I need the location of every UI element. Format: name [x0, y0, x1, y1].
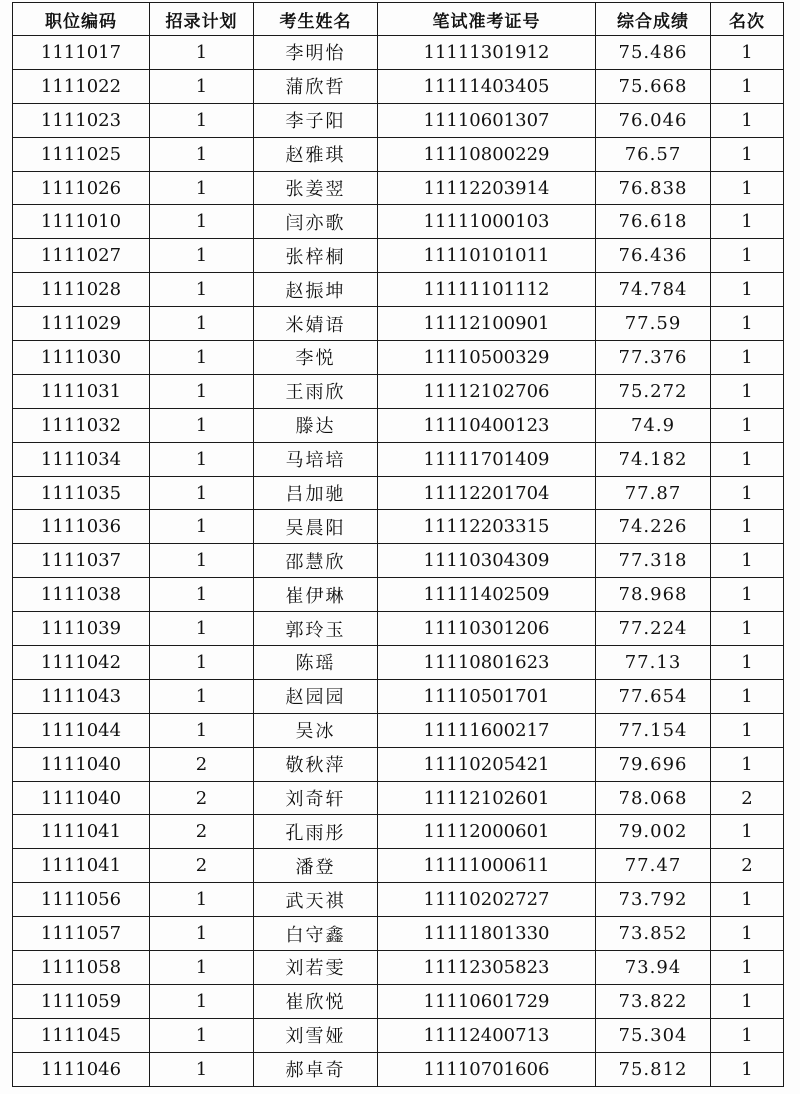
cell-position-code: 1111038 [13, 578, 150, 612]
cell-total-score: 73.94 [596, 951, 711, 985]
cell-rank: 1 [711, 273, 784, 307]
cell-exam-id: 11112102706 [378, 374, 596, 408]
cell-position-code: 1111036 [13, 510, 150, 544]
cell-total-score: 73.852 [596, 917, 711, 951]
cell-candidate-name: 赵雅琪 [254, 137, 378, 171]
cell-recruit-plan: 1 [150, 239, 254, 273]
cell-rank: 2 [711, 849, 784, 883]
cell-rank: 1 [711, 36, 784, 70]
cell-rank: 1 [711, 883, 784, 917]
cell-exam-id: 11111000611 [378, 849, 596, 883]
table-row [13, 646, 784, 680]
cell-position-code: 1111057 [13, 917, 150, 951]
header-position-code: 职位编码 [13, 3, 150, 36]
cell-exam-id: 11112203914 [378, 171, 596, 205]
cell-position-code: 1111030 [13, 341, 150, 375]
cell-position-code: 1111028 [13, 273, 150, 307]
cell-total-score: 74.9 [596, 408, 711, 442]
header-exam-id: 笔试准考证号 [378, 3, 596, 36]
cell-total-score: 76.046 [596, 103, 711, 137]
cell-candidate-name: 刘雪娅 [254, 1018, 378, 1052]
cell-candidate-name: 潘登 [254, 849, 378, 883]
table-row [13, 171, 784, 205]
cell-recruit-plan: 1 [150, 171, 254, 205]
cell-total-score: 74.182 [596, 442, 711, 476]
cell-candidate-name: 崔伊琳 [254, 578, 378, 612]
cell-recruit-plan: 1 [150, 646, 254, 680]
table-row [13, 307, 784, 341]
cell-exam-id: 11110101011 [378, 239, 596, 273]
cell-exam-id: 11111402509 [378, 578, 596, 612]
cell-recruit-plan: 2 [150, 849, 254, 883]
cell-recruit-plan: 1 [150, 476, 254, 510]
cell-recruit-plan: 1 [150, 205, 254, 239]
cell-candidate-name: 刘奇轩 [254, 781, 378, 815]
cell-exam-id: 11111701409 [378, 442, 596, 476]
cell-candidate-name: 白守鑫 [254, 917, 378, 951]
table-row [13, 578, 784, 612]
cell-position-code: 1111039 [13, 612, 150, 646]
cell-total-score: 77.376 [596, 341, 711, 375]
cell-candidate-name: 吴晨阳 [254, 510, 378, 544]
cell-exam-id: 11110301206 [378, 612, 596, 646]
cell-candidate-name: 崔欣悦 [254, 984, 378, 1018]
cell-rank: 2 [711, 781, 784, 815]
cell-rank: 1 [711, 612, 784, 646]
table-row [13, 1052, 784, 1086]
cell-candidate-name: 蒲欣哲 [254, 69, 378, 103]
table-row [13, 103, 784, 137]
cell-exam-id: 11112305823 [378, 951, 596, 985]
cell-position-code: 1111041 [13, 849, 150, 883]
table-row [13, 408, 784, 442]
cell-rank: 1 [711, 476, 784, 510]
cell-total-score: 77.13 [596, 646, 711, 680]
cell-candidate-name: 李子阳 [254, 103, 378, 137]
cell-exam-id: 11112102601 [378, 781, 596, 815]
cell-position-code: 1111044 [13, 713, 150, 747]
cell-position-code: 1111045 [13, 1018, 150, 1052]
cell-recruit-plan: 2 [150, 747, 254, 781]
cell-recruit-plan: 1 [150, 883, 254, 917]
cell-total-score: 76.57 [596, 137, 711, 171]
cell-position-code: 1111029 [13, 307, 150, 341]
cell-candidate-name: 李明怡 [254, 36, 378, 70]
table-row [13, 137, 784, 171]
cell-rank: 1 [711, 1018, 784, 1052]
cell-exam-id: 11110501701 [378, 679, 596, 713]
cell-recruit-plan: 1 [150, 442, 254, 476]
cell-exam-id: 11110701606 [378, 1052, 596, 1086]
cell-rank: 1 [711, 103, 784, 137]
cell-candidate-name: 赵振坤 [254, 273, 378, 307]
cell-rank: 1 [711, 408, 784, 442]
cell-position-code: 1111025 [13, 137, 150, 171]
cell-exam-id: 11110601729 [378, 984, 596, 1018]
cell-rank: 1 [711, 544, 784, 578]
cell-rank: 1 [711, 984, 784, 1018]
cell-candidate-name: 孔雨彤 [254, 815, 378, 849]
cell-exam-id: 11112203315 [378, 510, 596, 544]
table-row [13, 36, 784, 70]
table-row [13, 713, 784, 747]
cell-candidate-name: 李悦 [254, 341, 378, 375]
cell-total-score: 77.654 [596, 679, 711, 713]
cell-exam-id: 11110400123 [378, 408, 596, 442]
cell-recruit-plan: 1 [150, 917, 254, 951]
cell-recruit-plan: 1 [150, 69, 254, 103]
cell-exam-id: 11111801330 [378, 917, 596, 951]
table-row [13, 69, 784, 103]
cell-recruit-plan: 1 [150, 374, 254, 408]
table-row [13, 747, 784, 781]
cell-total-score: 73.792 [596, 883, 711, 917]
cell-position-code: 1111027 [13, 239, 150, 273]
cell-rank: 1 [711, 679, 784, 713]
cell-exam-id: 11110500329 [378, 341, 596, 375]
cell-rank: 1 [711, 69, 784, 103]
cell-exam-id: 11111403405 [378, 69, 596, 103]
cell-exam-id: 11111101112 [378, 273, 596, 307]
cell-position-code: 1111041 [13, 815, 150, 849]
cell-recruit-plan: 1 [150, 273, 254, 307]
cell-total-score: 76.436 [596, 239, 711, 273]
cell-total-score: 77.224 [596, 612, 711, 646]
results-table [12, 2, 784, 1087]
cell-candidate-name: 闫亦歌 [254, 205, 378, 239]
cell-total-score: 77.59 [596, 307, 711, 341]
cell-exam-id: 11110601307 [378, 103, 596, 137]
cell-position-code: 1111032 [13, 408, 150, 442]
cell-rank: 1 [711, 307, 784, 341]
cell-candidate-name: 邵慧欣 [254, 544, 378, 578]
cell-position-code: 1111034 [13, 442, 150, 476]
cell-exam-id: 11111600217 [378, 713, 596, 747]
cell-candidate-name: 武天祺 [254, 883, 378, 917]
header-rank: 名次 [711, 3, 784, 36]
cell-total-score: 76.618 [596, 205, 711, 239]
table-row [13, 815, 784, 849]
table-row [13, 374, 784, 408]
cell-position-code: 1111031 [13, 374, 150, 408]
cell-exam-id: 11110304309 [378, 544, 596, 578]
header-candidate-name: 考生姓名 [254, 3, 378, 36]
cell-candidate-name: 赵园园 [254, 679, 378, 713]
cell-recruit-plan: 1 [150, 408, 254, 442]
cell-position-code: 1111010 [13, 205, 150, 239]
cell-rank: 1 [711, 341, 784, 375]
cell-total-score: 75.304 [596, 1018, 711, 1052]
table-row [13, 612, 784, 646]
cell-total-score: 78.068 [596, 781, 711, 815]
cell-total-score: 77.87 [596, 476, 711, 510]
cell-candidate-name: 吕加驰 [254, 476, 378, 510]
cell-position-code: 1111040 [13, 747, 150, 781]
cell-recruit-plan: 1 [150, 984, 254, 1018]
cell-rank: 1 [711, 510, 784, 544]
cell-rank: 1 [711, 442, 784, 476]
cell-candidate-name: 张姜翌 [254, 171, 378, 205]
table-row [13, 984, 784, 1018]
cell-total-score: 75.668 [596, 69, 711, 103]
table-body [13, 36, 784, 1087]
cell-candidate-name: 陈瑶 [254, 646, 378, 680]
header-recruit-plan: 招录计划 [150, 3, 254, 36]
cell-total-score: 74.226 [596, 510, 711, 544]
cell-position-code: 1111035 [13, 476, 150, 510]
cell-candidate-name: 滕达 [254, 408, 378, 442]
cell-candidate-name: 米婧语 [254, 307, 378, 341]
cell-position-code: 1111026 [13, 171, 150, 205]
cell-total-score: 77.318 [596, 544, 711, 578]
cell-recruit-plan: 1 [150, 137, 254, 171]
table-row [13, 544, 784, 578]
table-row [13, 781, 784, 815]
cell-recruit-plan: 1 [150, 307, 254, 341]
cell-candidate-name: 刘若雯 [254, 951, 378, 985]
cell-total-score: 79.696 [596, 747, 711, 781]
cell-rank: 1 [711, 747, 784, 781]
cell-position-code: 1111037 [13, 544, 150, 578]
cell-candidate-name: 吴冰 [254, 713, 378, 747]
cell-position-code: 1111040 [13, 781, 150, 815]
cell-total-score: 78.968 [596, 578, 711, 612]
table-row [13, 205, 784, 239]
cell-rank: 1 [711, 205, 784, 239]
cell-total-score: 75.272 [596, 374, 711, 408]
cell-exam-id: 11112201704 [378, 476, 596, 510]
cell-position-code: 1111042 [13, 646, 150, 680]
cell-position-code: 1111056 [13, 883, 150, 917]
cell-exam-id: 11111000103 [378, 205, 596, 239]
cell-recruit-plan: 1 [150, 612, 254, 646]
cell-recruit-plan: 1 [150, 510, 254, 544]
cell-exam-id: 11112400713 [378, 1018, 596, 1052]
cell-candidate-name: 马培培 [254, 442, 378, 476]
cell-rank: 1 [711, 917, 784, 951]
cell-rank: 1 [711, 713, 784, 747]
cell-exam-id: 11111301912 [378, 36, 596, 70]
table-row [13, 849, 784, 883]
cell-recruit-plan: 1 [150, 1052, 254, 1086]
cell-total-score: 74.784 [596, 273, 711, 307]
cell-rank: 1 [711, 171, 784, 205]
cell-total-score: 75.486 [596, 36, 711, 70]
cell-rank: 1 [711, 951, 784, 985]
cell-recruit-plan: 1 [150, 341, 254, 375]
cell-recruit-plan: 1 [150, 578, 254, 612]
cell-exam-id: 11112000601 [378, 815, 596, 849]
cell-total-score: 79.002 [596, 815, 711, 849]
table-row [13, 1018, 784, 1052]
cell-recruit-plan: 2 [150, 781, 254, 815]
table-row [13, 679, 784, 713]
cell-candidate-name: 郭玲玉 [254, 612, 378, 646]
cell-candidate-name: 郝卓奇 [254, 1052, 378, 1086]
cell-recruit-plan: 1 [150, 1018, 254, 1052]
cell-total-score: 75.812 [596, 1052, 711, 1086]
cell-position-code: 1111017 [13, 36, 150, 70]
table-row [13, 510, 784, 544]
cell-rank: 1 [711, 239, 784, 273]
cell-rank: 1 [711, 374, 784, 408]
cell-recruit-plan: 1 [150, 679, 254, 713]
cell-position-code: 1111023 [13, 103, 150, 137]
cell-candidate-name: 王雨欣 [254, 374, 378, 408]
cell-position-code: 1111043 [13, 679, 150, 713]
cell-total-score: 76.838 [596, 171, 711, 205]
cell-total-score: 73.822 [596, 984, 711, 1018]
table-row [13, 951, 784, 985]
table-row [13, 917, 784, 951]
cell-recruit-plan: 1 [150, 544, 254, 578]
cell-position-code: 1111058 [13, 951, 150, 985]
cell-candidate-name: 张梓桐 [254, 239, 378, 273]
cell-rank: 1 [711, 815, 784, 849]
cell-total-score: 77.154 [596, 713, 711, 747]
cell-recruit-plan: 1 [150, 36, 254, 70]
cell-recruit-plan: 2 [150, 815, 254, 849]
cell-recruit-plan: 1 [150, 103, 254, 137]
table-header [13, 3, 784, 36]
table-row [13, 476, 784, 510]
cell-total-score: 77.47 [596, 849, 711, 883]
cell-position-code: 1111046 [13, 1052, 150, 1086]
cell-rank: 1 [711, 1052, 784, 1086]
table-row [13, 341, 784, 375]
cell-candidate-name: 敬秋萍 [254, 747, 378, 781]
table-row [13, 883, 784, 917]
cell-exam-id: 11112100901 [378, 307, 596, 341]
cell-recruit-plan: 1 [150, 713, 254, 747]
table-row [13, 239, 784, 273]
cell-exam-id: 11110801623 [378, 646, 596, 680]
cell-position-code: 1111022 [13, 69, 150, 103]
cell-rank: 1 [711, 137, 784, 171]
cell-exam-id: 11110202727 [378, 883, 596, 917]
cell-exam-id: 11110205421 [378, 747, 596, 781]
cell-rank: 1 [711, 578, 784, 612]
cell-exam-id: 11110800229 [378, 137, 596, 171]
cell-position-code: 1111059 [13, 984, 150, 1018]
table-row [13, 273, 784, 307]
table-row [13, 442, 784, 476]
cell-recruit-plan: 1 [150, 951, 254, 985]
header-total-score: 综合成绩 [596, 3, 711, 36]
header-row [13, 3, 784, 36]
cell-rank: 1 [711, 646, 784, 680]
